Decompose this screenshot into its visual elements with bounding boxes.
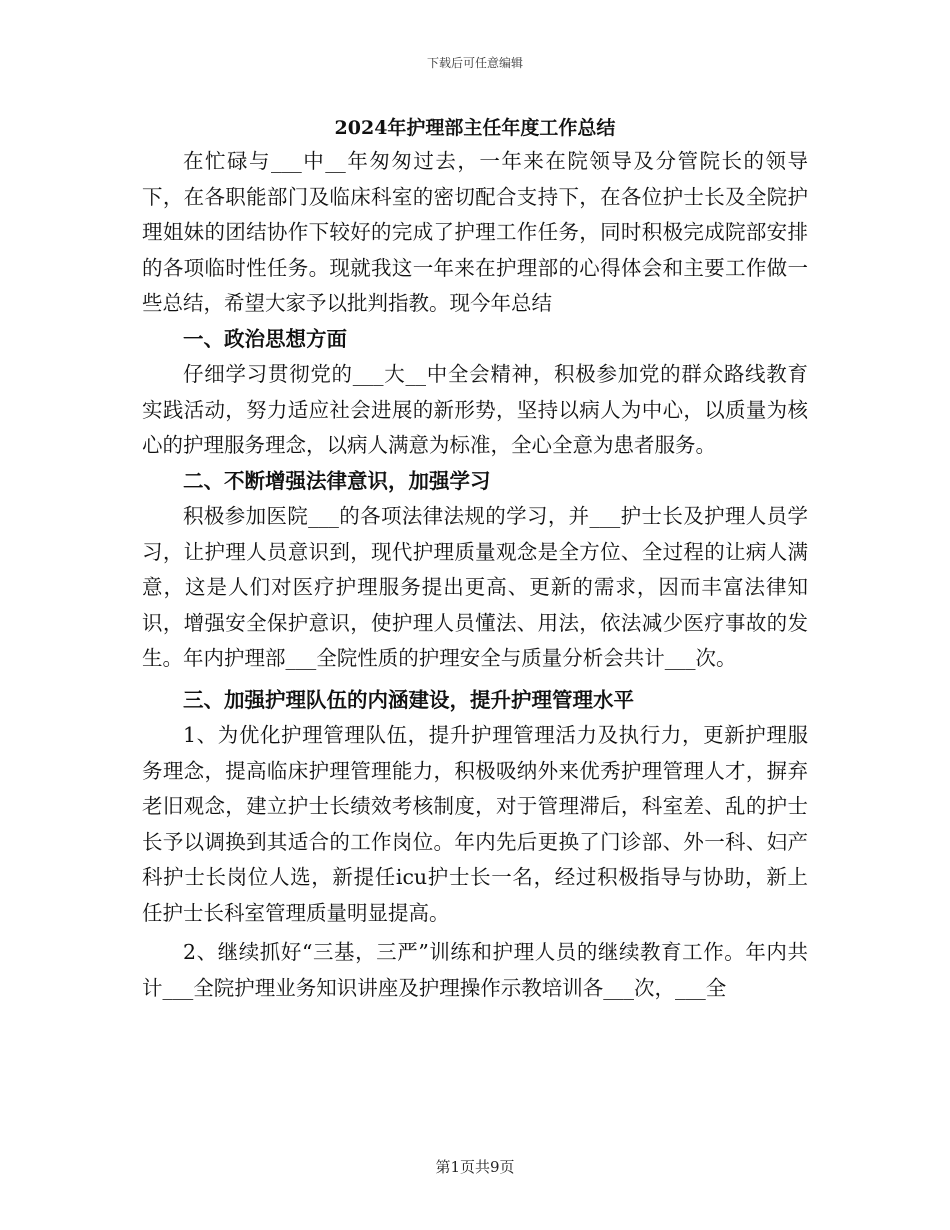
politics-paragraph: 仔细学习贯彻党的___大__中全会精神，积极参加党的群众路线教育实践活动，努力适应社会进展的新形势，坚持以病人为中心，以质量为核心的护理服务理念，以病人满意为标准，全心全意为患者服务。 [142,362,808,457]
section-heading-team: 三、加强护理队伍的内涵建设，提升护理管理水平 [183,687,634,712]
document-title: 2024年护理部主任年度工作总结 [334,117,616,139]
document-body [142,112,808,1006]
team-paragraph-1: 1、为优化护理管理队伍，提升护理管理活力及执行力，更新护理服务理念，提高临床护理管理能力，积极吸纳外来优秀护理管理人才，摒弃老旧观念，建立护士长绩效考核制度，对于管理滞后，科室差、乱的护士长予以调换到其适合的工作岗位。年内先后更换了门诊部、外一科、妇产科护士长岗位人选，新提任icu护士长一名，经过积极指导与协助，新上任护士长科室管理质量明显提高。 [142,723,808,925]
page-number: 第1页共9页 [435,1158,515,1176]
section-heading-law: 二、不断增强法律意识，加强学习 [183,468,491,493]
header-note: 下载后可任意编辑 [426,56,523,70]
team-paragraph-2: 2、继续抓好“三基，三严”训练和护理人员的继续教育工作。年内共计___全院护理业务知识讲座及护理操作示教培训各___次，___全 [142,940,808,1000]
section-heading-politics: 一、政治思想方面 [183,326,347,351]
law-paragraph: 积极参加医院___的各项法律法规的学习，并___护士长及护理人员学习，让护理人员意识到，现代护理质量观念是全方位、全过程的让病人满意，这是人们对医疗护理服务提出更高、更新的需求，因而丰富法律知识，增强安全保护意识，使护理人员懂法、用法，依法减少医疗事故的发生。年内护理部___全院性质的护理安全与质量分析会共计___次。 [142,504,808,670]
intro-paragraph: 在忙碌与___中__年匆匆过去，一年来在院领导及分管院长的领导下，在各职能部门及临床科室的密切配合支持下，在各位护士长及全院护理姐妹的团结协作下较好的完成了护理工作任务，同时积极完成院部安排的各项临时性任务。现就我这一年来在护理部的心得体会和主要工作做一些总结，希望大家予以批判指教。现今年总结 [142,149,808,315]
